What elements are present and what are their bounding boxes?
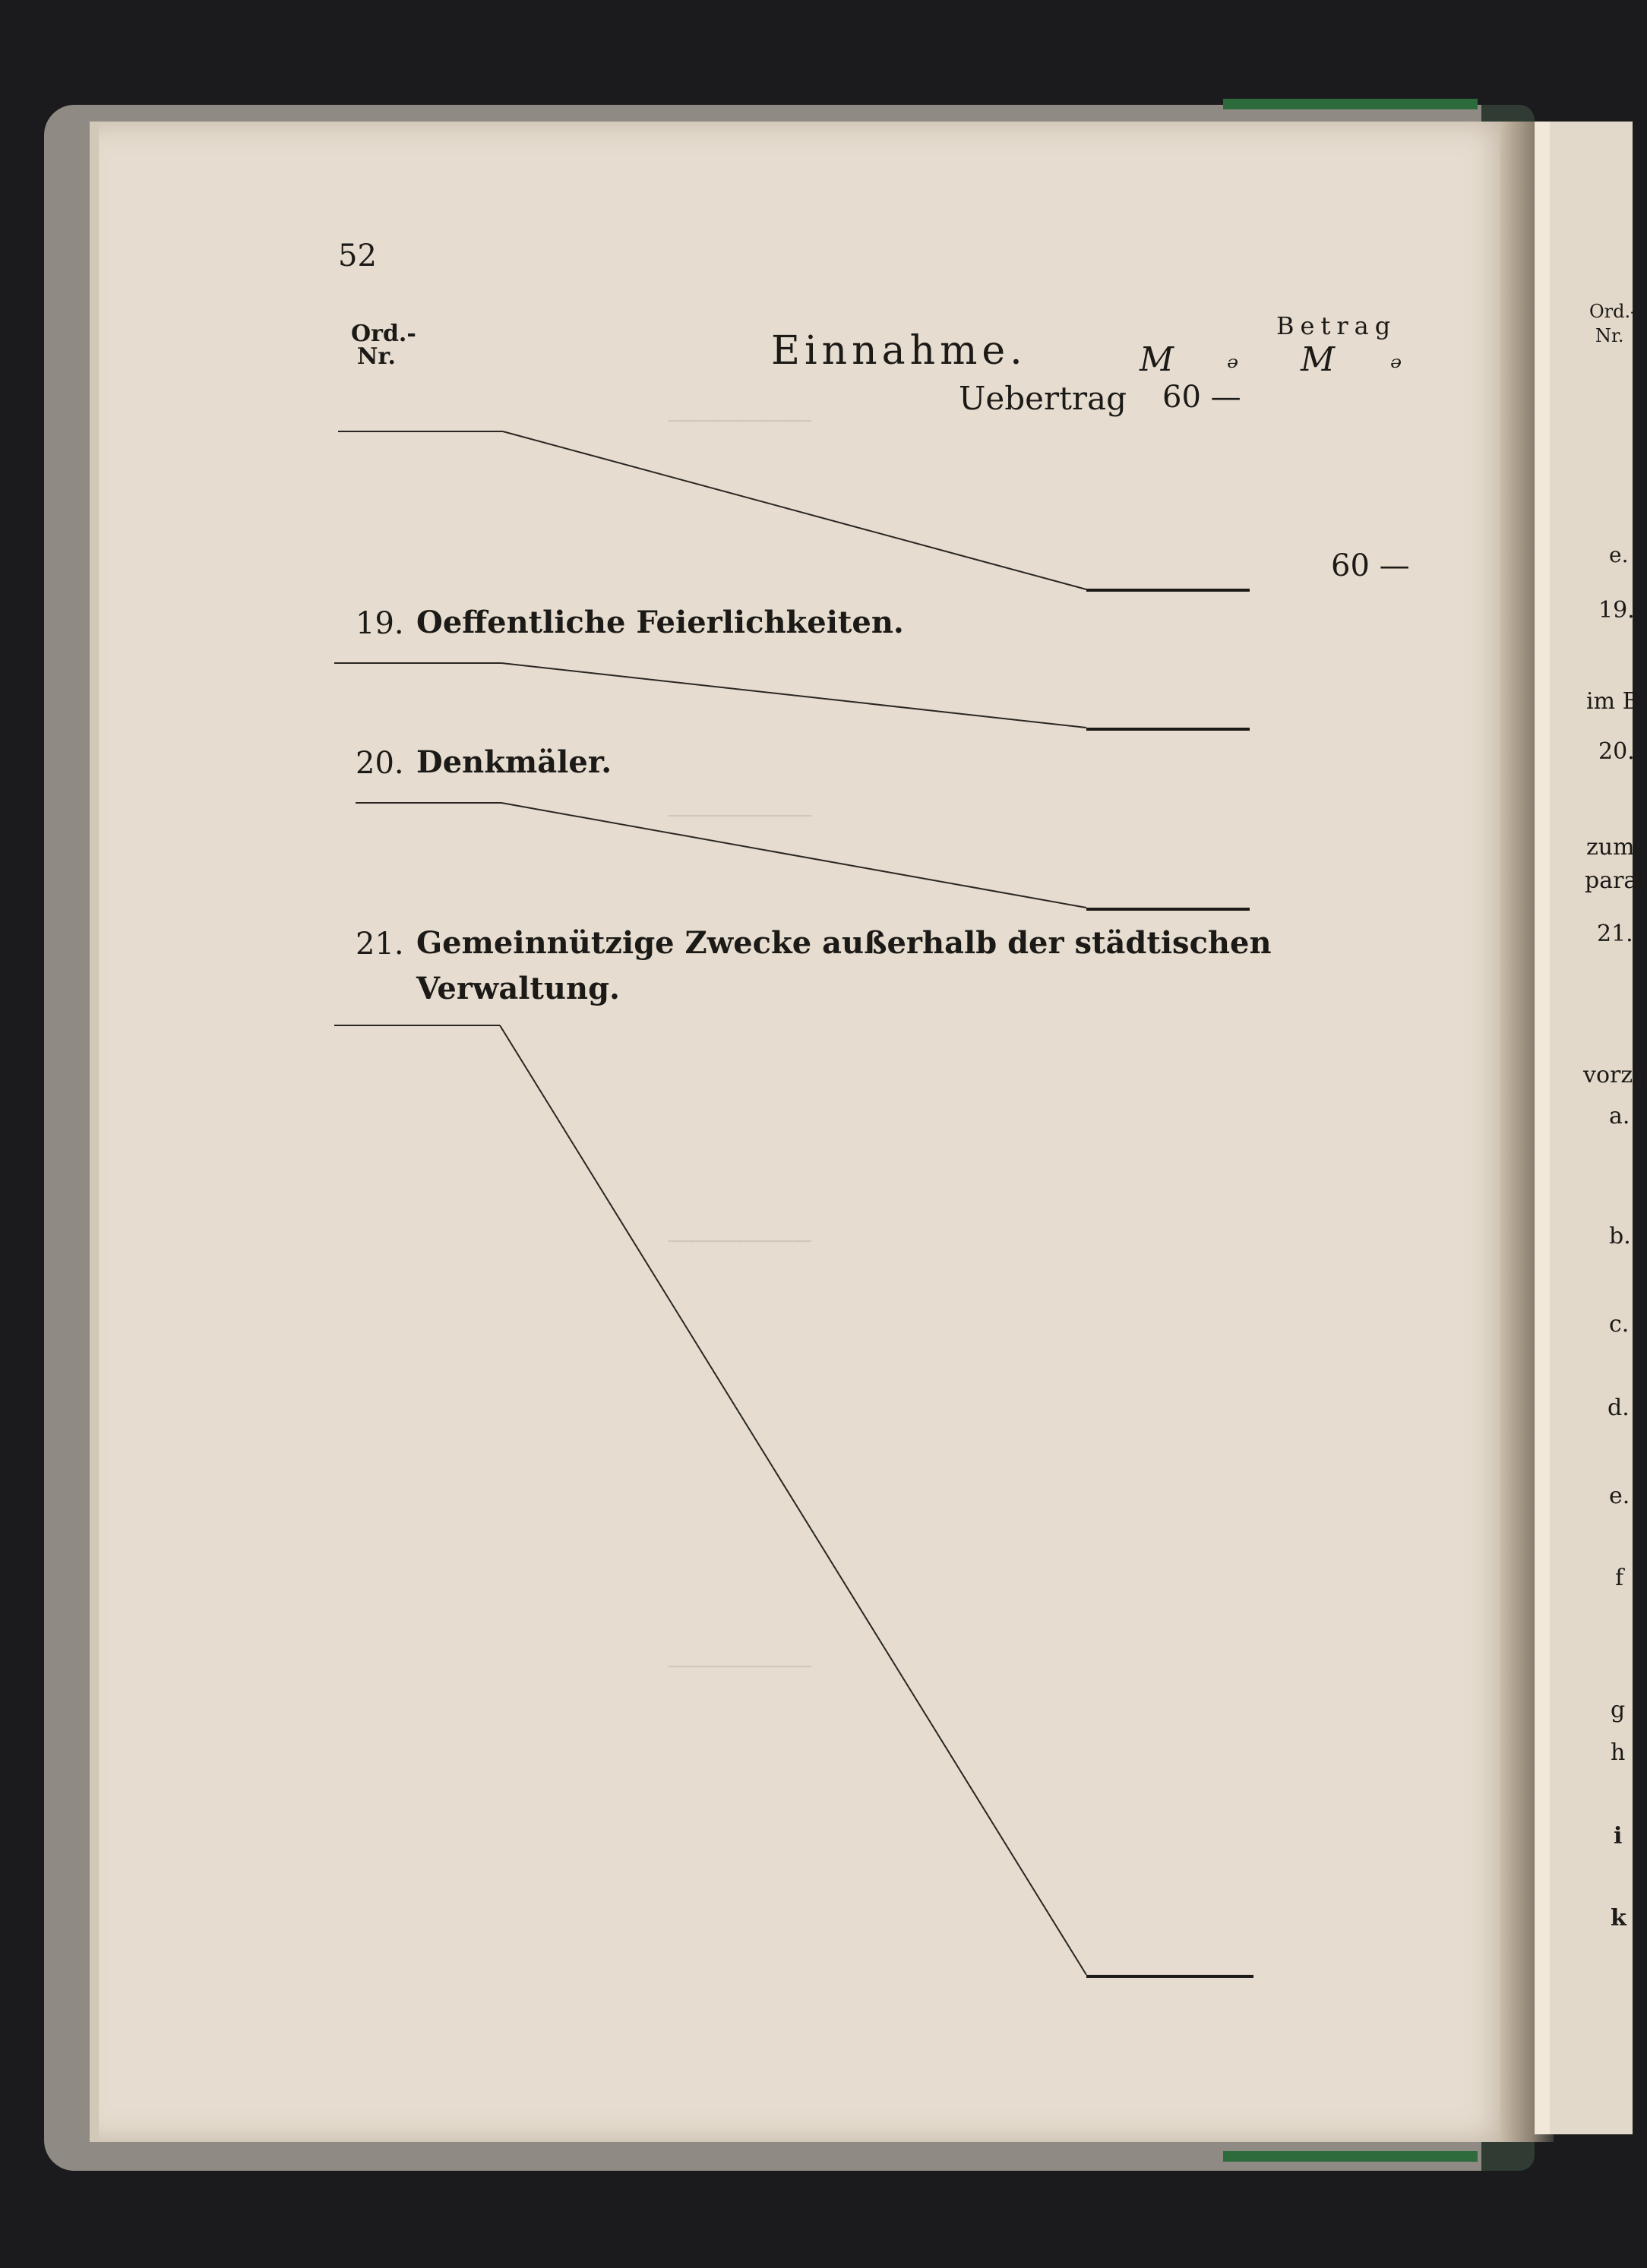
page-title: Einnahme. [771,328,1027,374]
entry-title: Gemeinnützige Zwecke außerhalb der städtischen [416,925,1272,961]
column-header-ord: Ord.- [351,321,416,347]
entry-number: 20. [356,746,404,781]
right-page-text: h [1611,1739,1626,1766]
entry-number: 19. [356,606,404,641]
right-page-text: g [1611,1697,1626,1723]
right-page-text: 21. [1597,921,1633,947]
entry-title: Oeffentliche Feierlichkeiten. [416,605,904,640]
right-page-text: e. [1609,542,1629,567]
right-page-text: 19. [1598,597,1635,624]
bleed-through-text: ──────────── [669,1656,811,1679]
bleed-through-text: ──────────── [669,410,811,433]
right-page-header: Nr. [1595,325,1624,346]
right-page-text: a. [1609,1103,1630,1129]
unit-mark: M [1301,340,1336,379]
right-page-text: f [1615,1565,1624,1591]
bleed-through-text: ──────────── [669,1230,811,1253]
right-page-text: k [1611,1905,1626,1932]
right-page-header: Ord.- [1589,301,1637,322]
unit-mark: M [1140,340,1174,379]
right-page-text: c. [1609,1311,1630,1338]
right-page-text: zum [1586,834,1635,861]
right-page-text: vorzu [1583,1062,1647,1088]
right-page-text: b. [1609,1223,1631,1249]
amount-header: Betrag [1276,311,1397,340]
right-page-text: d. [1607,1395,1630,1421]
right-page-text: e. [1609,1483,1630,1509]
bleed-through-text: ──────────── [669,805,811,828]
right-page-text: parat [1585,867,1647,894]
column-header-nr: Nr. [357,343,396,370]
right-page-text: 20. [1598,738,1635,765]
entry-number: 21. [356,927,404,962]
carry-over-value: 60 — [1162,380,1241,415]
right-page-text: im B [1586,688,1639,715]
unit-pfennig: ₔ [1390,340,1402,375]
entry-title: Denkmäler. [416,744,612,780]
right-page-text: i [1614,1823,1623,1849]
carry-over-label: Uebertrag [959,380,1127,417]
running-total: 60 — [1331,548,1410,583]
unit-pfennig: ₔ [1227,340,1239,375]
page-number: 52 [338,238,377,273]
entry-title-continued: Verwaltung. [416,971,620,1006]
